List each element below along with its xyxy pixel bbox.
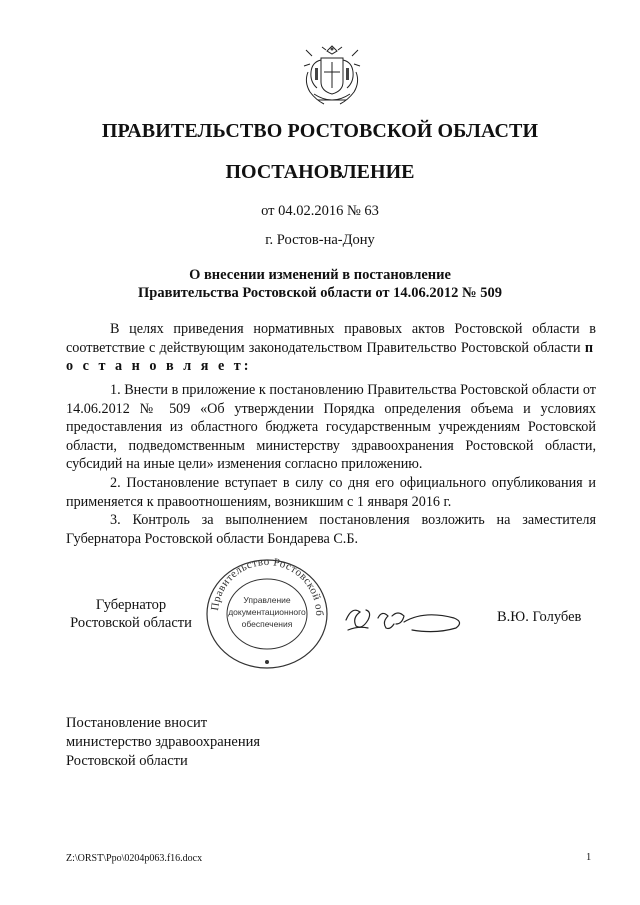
document-type: ПОСТАНОВЛЕНИЕ [225,161,415,183]
preamble-paragraph [66,320,596,376]
signatory-position [66,596,196,632]
decree-point-1: 1. Внести в приложение к постановлению Правительства Ростовской области от 14.06.2012 № 509 «Об утверждении Порядка определения объема и условиях предоставления из областного бюджета государственным учреждениям Ростовской области, подведомственным министерству здравоохранения Ростовской области, субсидий на иные цели» изменения согласно приложению. [66,382,596,473]
preamble-text: В целях приведения нормативных правовых актов Ростовской области в соответствие с действующим законодательством Правительство Ростовской области [66,321,596,356]
handwritten-signature [342,600,472,638]
signatory-name: В.Ю. Голубев [497,609,582,625]
stamp-outer-text: Правительство Ростовской об [209,558,326,617]
coat-of-arms-emblem [296,42,368,110]
subject-line-1: О внесении изменений в постановление [189,267,451,283]
signatory-position-line-1: Губернатор [95,597,167,613]
decree-word: п о с т а н о в л я е т: [66,339,596,375]
introducer-line-3: Ростовской области [66,753,188,769]
stamp-inner-line-3: обеспечения [241,619,293,629]
decree-point-2: 2. Постановление вступает в силу со дня его официального опубликования и применяется к правоотношениям, возникшим с 1 января 2016 г. [66,474,596,510]
stamp-inner-line-1: Управление [243,595,291,605]
page-number: 1 [586,852,592,863]
decree-point-3: 3. Контроль за выполнением постановления возложить на заместителя Губернатора Ростовской области Бондарева С.Б. [66,512,596,547]
introducer-line-1: Постановление вносит [66,715,208,731]
document-subject [60,266,580,302]
signatory-position-line-2: Ростовской области [70,615,192,631]
document-city: г. Ростов-на-Дону [265,232,375,248]
stamp-inner-line-2: документационного [228,607,306,617]
government-title: ПРАВИТЕЛЬСТВО РОСТОВСКОЙ ОБЛАСТИ [101,120,539,142]
document-date-number: от 04.02.2016 № 63 [261,203,379,219]
decree-points [66,381,596,548]
subject-line-2: Правительства Ростовской области от 14.06.2012 № 509 [138,285,502,301]
introducer-block [66,714,366,771]
introducer-line-2: министерство здравоохранения [66,734,261,750]
footer-file-path: Z:\ORST\Ppo\0204p063.f16.docx [66,853,203,864]
official-stamp [204,558,330,670]
